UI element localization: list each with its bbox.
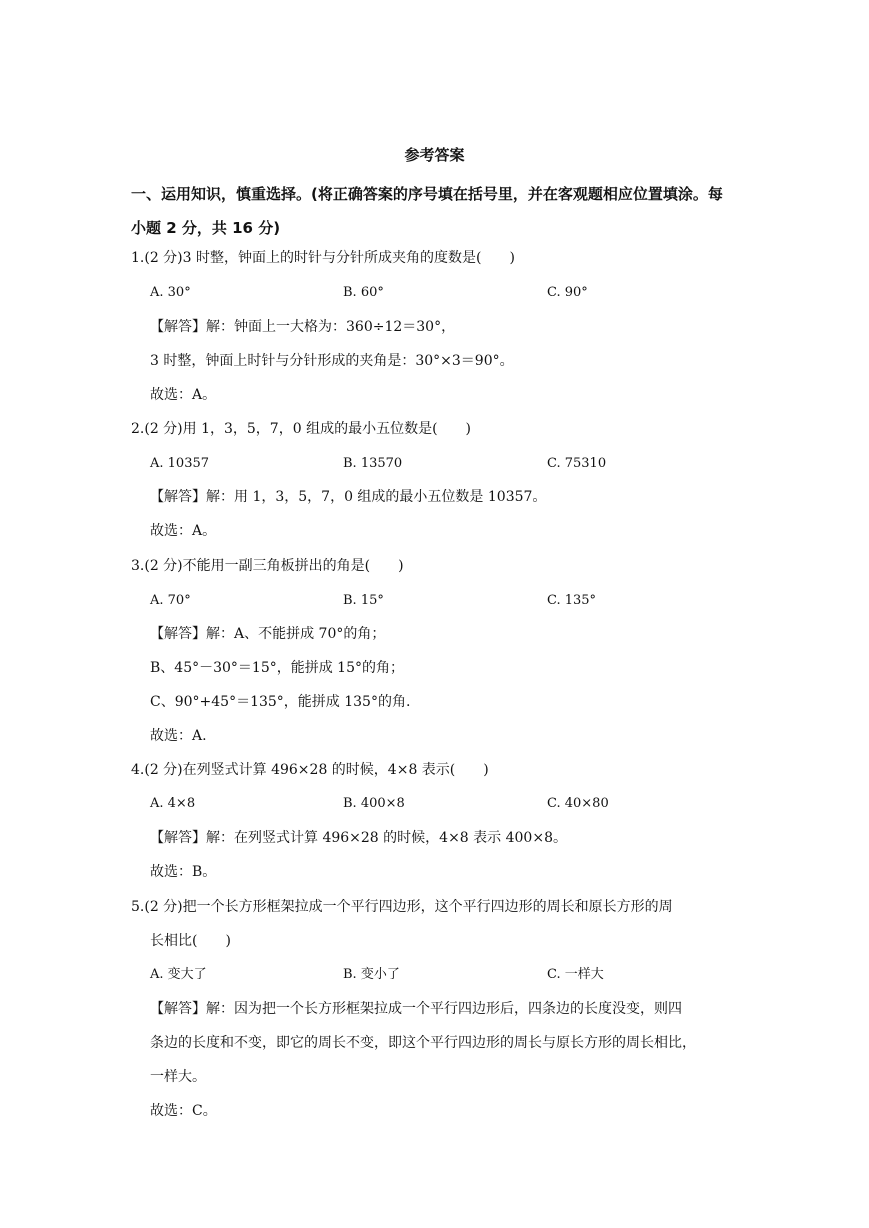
question-3-answer-line-3: C、90°+45°＝135°，能拼成 135°的角. [150, 694, 411, 710]
section-heading-line-2: 小题 2 分，共 16 分) [131, 219, 281, 237]
question-5-answer-line-2: 条边的长度和不变，即它的周长不变，即这个平行四边形的周长与原长方形的周长相比， [150, 1035, 696, 1051]
question-5-stem-line-1: 5.(2 分)把一个长方形框架拉成一个平行四边形，这个平行四边形的周长和原长方形的周 [131, 899, 673, 915]
question-1-option-c: C. 90° [547, 285, 588, 300]
question-4-option-a: A. 4×8 [150, 796, 196, 811]
question-5-answer-line-3: 一样大。 [150, 1069, 206, 1085]
question-4-stem: 4.(2 分)在列竖式计算 496×28 的时候，4×8 表示( ) [131, 762, 489, 778]
question-5-option-b: B. 变小了 [343, 967, 400, 982]
page-title: 参考答案 [404, 146, 465, 164]
question-2-stem: 2.(2 分)用 1，3，5，7，0 组成的最小五位数是( ) [131, 421, 471, 437]
question-3-answer-line-4: 故选：A. [150, 728, 207, 744]
question-3-option-b: B. 15° [343, 593, 384, 608]
question-1-answer-line-1: 【解答】解：钟面上一大格为：360÷12＝30°， [150, 319, 456, 335]
question-1-stem: 1.(2 分)3 时整，钟面上的时针与分针所成夹角的度数是( ) [131, 250, 515, 266]
question-5-option-c: C. 一样大 [547, 967, 604, 982]
question-4-option-b: B. 400×8 [343, 796, 405, 811]
question-2-answer-line-2: 故选：A。 [150, 523, 217, 539]
question-5-option-a: A. 变大了 [150, 967, 207, 982]
question-1-option-a: A. 30° [150, 285, 191, 300]
question-3-option-c: C. 135° [547, 593, 597, 608]
question-1-answer-line-3: 故选：A。 [150, 387, 217, 403]
question-2-option-a: A. 10357 [150, 456, 210, 471]
question-2-answer-line-1: 【解答】解：用 1，3，5，7，0 组成的最小五位数是 10357。 [150, 489, 547, 505]
question-3-stem: 3.(2 分)不能用一副三角板拼出的角是( ) [131, 558, 404, 574]
question-1-answer-line-2: 3 时整，钟面上时针与分针形成的夹角是：30°×3＝90°。 [150, 353, 514, 369]
question-2-option-b: B. 13570 [343, 456, 403, 471]
question-5-answer-line-4: 故选：C。 [150, 1103, 217, 1119]
question-2-option-c: C. 75310 [547, 456, 607, 471]
question-3-option-a: A. 70° [150, 593, 191, 608]
question-4-answer-line-2: 故选：B。 [150, 864, 217, 880]
question-1-option-b: B. 60° [343, 285, 384, 300]
question-5-answer-line-1: 【解答】解：因为把一个长方形框架拉成一个平行四边形后，四条边的长度没变，则四 [150, 1001, 682, 1017]
question-3-answer-line-1: 【解答】解：A、不能拼成 70°的角； [150, 626, 386, 642]
question-5-stem-line-2: 长相比( ) [150, 933, 231, 949]
section-heading-line-1: 一、运用知识，慎重选择。(将正确答案的序号填在括号里，并在客观题相应位置填涂。每 [131, 185, 723, 203]
question-4-option-c: C. 40×80 [547, 796, 609, 811]
question-4-answer-line-1: 【解答】解：在列竖式计算 496×28 的时候，4×8 表示 400×8。 [150, 830, 567, 846]
question-3-answer-line-2: B、45°－30°＝15°，能拼成 15°的角； [150, 660, 404, 676]
